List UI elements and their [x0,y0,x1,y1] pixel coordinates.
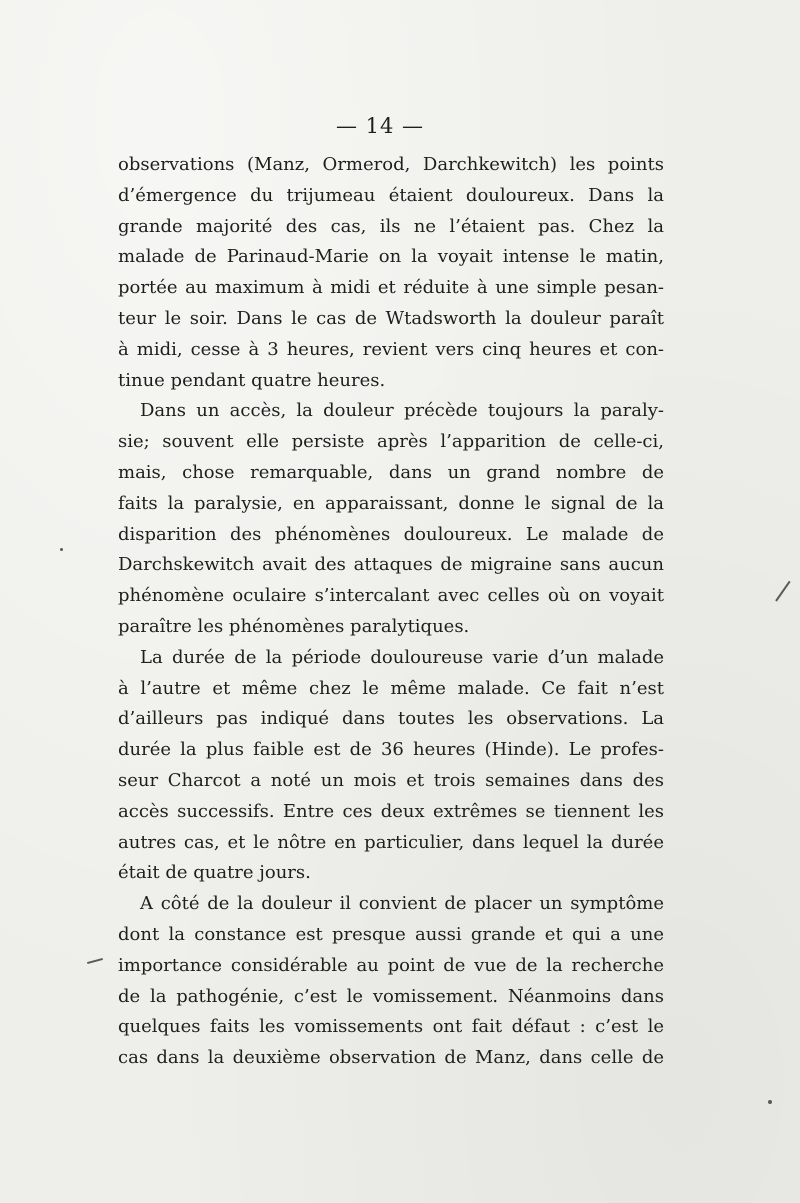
text-line: d’ailleurs pas indiqué dans toutes les observations. La [118,708,664,730]
text-line: faits la paralysie, en apparaissant, donne le signal de la [118,492,664,514]
text-line: cas dans la deuxième observation de Manz, dans celle de [118,1047,664,1069]
text-line: durée la plus faible est de 36 heures (Hinde). Le profes- [118,739,664,761]
text-line: d’émergence du trijumeau étaient douloureux. Dans la [118,184,664,206]
scan-mark [775,581,790,602]
paragraph-start: La durée de la période douloureuse varie d’un malade [140,646,664,668]
text-line: Darchskewitch avait des attaques de migraine sans aucun [118,554,664,576]
text-line: était de quatre jours. [118,862,311,884]
text-line: autres cas, et le nôtre en particulier, dans lequel la durée [118,831,664,853]
page-number: — 14 — [335,114,425,138]
text-line: disparition des phénomènes douloureux. Le malade de [118,523,664,545]
text-line: dont la constance est presque aussi grande et qui a une [118,923,664,945]
text-line: accès successifs. Entre ces deux extrêmes se tiennent les [118,800,664,822]
text-line: portée au maximum à midi et réduite à une simple pesan- [118,277,664,299]
scan-mark [60,548,63,551]
text-line: tinue pendant quatre heures. [118,369,386,391]
text-line: teur le soir. Dans le cas de Wtadsworth la douleur paraît [118,307,664,329]
text-line: observations (Manz, Ormerod, Darchkewitch) les points [118,154,664,175]
text-line: de la pathogénie, c’est le vomissement. Néanmoins dans [118,985,664,1007]
scan-mark [768,1100,772,1104]
body-text [118,150,664,1074]
paragraph-start: A côté de la douleur il convient de placer un symptôme [140,893,664,915]
scan-mark [87,958,103,964]
text-line: sie; souvent elle persiste après l’apparition de celle-ci, [118,431,664,453]
text-line: malade de Parinaud-Marie on la voyait intense le matin, [118,246,664,268]
text-line: quelques faits les vomissements ont fait défaut : c’est le [118,1016,664,1038]
text-line: grande majorité des cas, ils ne l’étaient pas. Chez la [118,215,664,237]
text-line: importance considérable au point de vue de la recherche [118,954,664,976]
text-line: paraître les phénomènes paralytiques. [118,615,470,637]
text-line: seur Charcot a noté un mois et trois semaines dans des [118,769,664,791]
paragraph-start: Dans un accès, la douleur précède toujours la paraly- [140,400,664,422]
text-line: mais, chose remarquable, dans un grand nombre de [118,461,664,483]
text-line: à midi, cesse à 3 heures, revient vers cinq heures et con- [118,338,664,360]
text-line: à l’autre et même chez le même malade. Ce fait n’est [118,677,664,699]
text-line: phénomène oculaire s’intercalant avec celles où on voyait [118,585,664,607]
